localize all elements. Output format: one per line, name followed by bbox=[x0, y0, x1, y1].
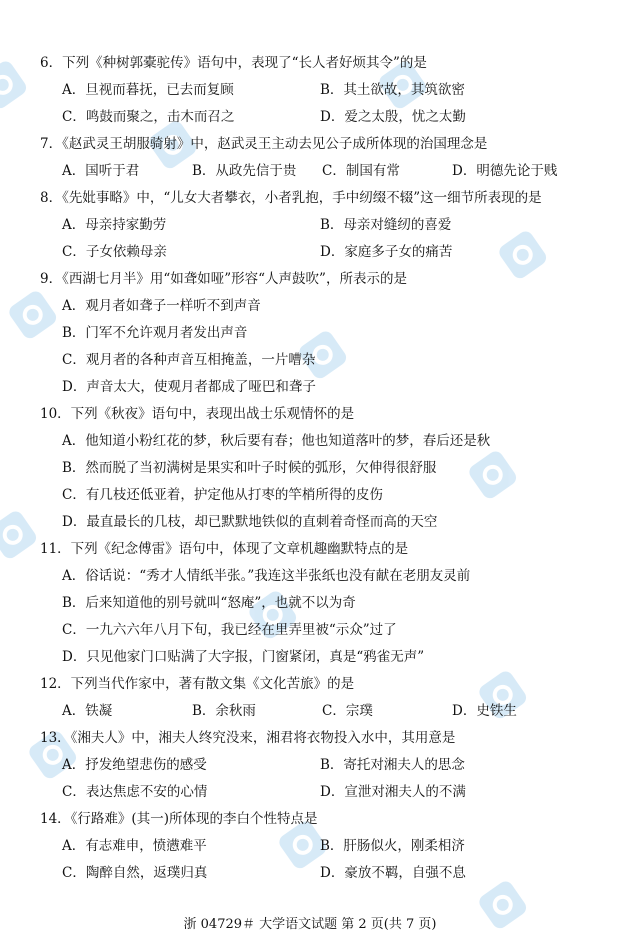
question-13: 13．《湘夫人》中，湘夫人终究没来，湘君将衣物投入水中，其用意是 bbox=[40, 730, 456, 746]
option-11c: C．一九六六年八月下旬，我已经在里弄里被“示众”过了 bbox=[62, 622, 397, 638]
option-10d: D．最直最长的几枝，却已默默地铁似的直刺着奇怪而高的天空 bbox=[62, 514, 438, 530]
option-6d: D．爱之太殷，忧之太勤 bbox=[320, 109, 466, 125]
option-10a: A．他知道小粉红花的梦，秋后要有春；他也知道落叶的梦，春后还是秋 bbox=[62, 433, 491, 449]
option-8b: B．母亲对缝纫的喜爱 bbox=[320, 217, 452, 233]
option-6c: C．鸣鼓而聚之，击木而召之 bbox=[62, 109, 235, 125]
option-9c: C．观月者的各种声音互相掩盖，一片嘈杂 bbox=[62, 352, 316, 368]
option-12a: A．铁凝 bbox=[62, 703, 113, 719]
option-14b: B．肝肠似火，刚柔相济 bbox=[320, 838, 465, 854]
option-7a: A．国听于君 bbox=[62, 163, 140, 179]
question-10: 10．下列《秋夜》语句中，表现出战士乐观情怀的是 bbox=[40, 406, 355, 422]
option-11d: D．只见他家门口贴满了大字报，门窗紧闭，真是“鸦雀无声” bbox=[62, 649, 425, 665]
option-10c: C．有几枝还低亚着，护定他从打枣的竿梢所得的皮伤 bbox=[62, 487, 383, 503]
question-11: 11．下列《纪念傅雷》语句中，体现了文章机趣幽默特点的是 bbox=[40, 541, 409, 557]
option-12d: D．史铁生 bbox=[452, 703, 517, 719]
option-12b: B．余秋雨 bbox=[192, 703, 256, 719]
option-13b: B．寄托对湘夫人的思念 bbox=[320, 757, 465, 773]
option-8a: A．母亲持家勤劳 bbox=[62, 217, 167, 233]
option-13a: A．抒发绝望悲伤的感受 bbox=[62, 757, 207, 773]
option-8d: D．家庭多子女的痛苦 bbox=[320, 244, 453, 260]
option-12c: C．宗璞 bbox=[322, 703, 373, 719]
question-12: 12．下列当代作家中，著有散文集《文化苦旅》的是 bbox=[40, 676, 355, 692]
option-14a: A．有志难申，愤懑难平 bbox=[62, 838, 207, 854]
option-9d: D．声音太大，使观月者都成了哑巴和聋子 bbox=[62, 379, 316, 395]
option-7c: C．制国有常 bbox=[322, 163, 400, 179]
option-9a: A．观月者如聋子一样听不到声音 bbox=[62, 298, 261, 314]
option-6a: A．旦视而暮抚，已去而复顾 bbox=[62, 82, 234, 98]
option-14c: C．陶醉自然，返璞归真 bbox=[62, 865, 208, 881]
question-7: 7．《赵武灵王胡服骑射》中，赵武灵王主动去见公子成所体现的治国理念是 bbox=[40, 136, 488, 152]
option-8c: C．子女依赖母亲 bbox=[62, 244, 167, 260]
option-11b: B．后来知道他的别号就叫“怒庵”，也就不以为奇 bbox=[62, 595, 356, 611]
option-13c: C．表达焦虑不安的心情 bbox=[62, 784, 208, 800]
question-14: 14．《行路难》(其一)所体现的李白个性特点是 bbox=[40, 811, 318, 827]
option-6b: B．其土欲故，其筑欲密 bbox=[320, 82, 465, 98]
question-9: 9．《西湖七月半》用“如聋如哑”形容“人声鼓吹”，所表示的是 bbox=[40, 271, 407, 287]
question-6: 6．下列《种树郭橐驼传》语句中，表现了“长人者好烦其令”的是 bbox=[40, 55, 427, 71]
page-footer: 浙 04729＃ 大学语文试题 第 2 页(共 7 页) bbox=[183, 917, 437, 932]
option-7b: B．从政先信于贵 bbox=[192, 163, 297, 179]
option-7d: D．明德先论于贱 bbox=[452, 163, 558, 179]
question-8: 8．《先妣事略》中，“儿女大者攀衣，小者乳抱，手中纫缀不辍”这一细节所表现的是 bbox=[40, 190, 542, 206]
option-11a: A．俗话说：“秀才人情纸半张。”我连这半张纸也没有献在老朋友灵前 bbox=[62, 568, 471, 584]
option-9b: B．门军不允许观月者发出声音 bbox=[62, 325, 248, 341]
option-13d: D．宣泄对湘夫人的不满 bbox=[320, 784, 466, 800]
option-14d: D．豪放不羁，自强不息 bbox=[320, 865, 466, 881]
option-10b: B．然而脱了当初满树是果实和叶子时候的弧形，欠伸得很舒服 bbox=[62, 460, 437, 476]
